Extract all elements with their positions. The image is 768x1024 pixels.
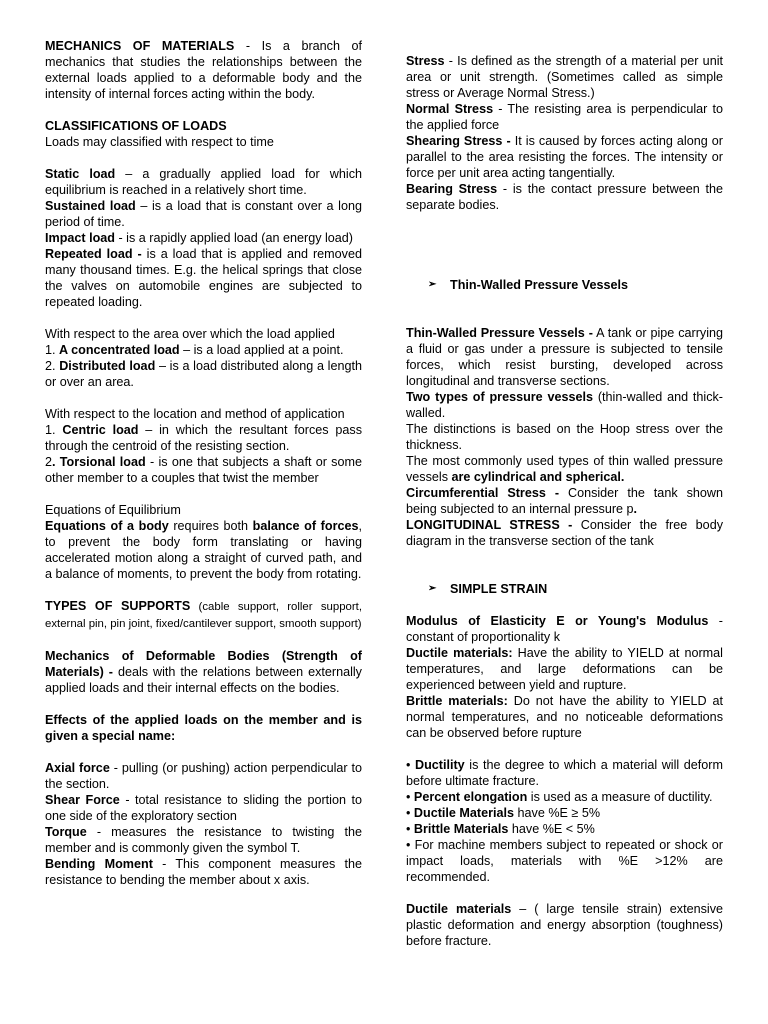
equilibrium-heading: Equations of Equilibrium bbox=[45, 503, 181, 517]
concentrated-load-def: 1. A concentrated load – is a load applied at a point. bbox=[45, 343, 344, 357]
equilibrium-def: Equations of a body requires both balance of forces, to prevent the body form translating or having accelerated motion along a straight of curved path, and a balance of moments, to prevent the body from rotating. bbox=[45, 519, 362, 581]
axial-force-def: Axial force - pulling (or pushing) action perpendicular to the section. bbox=[45, 761, 362, 791]
torque-def: Torque - measures the resistance to twisting the member and is commonly given the symbol T. bbox=[45, 825, 362, 855]
left-column bbox=[45, 38, 362, 888]
bending-moment-def: Bending Moment - This component measures the resistance to bending the member about x axis. bbox=[45, 857, 362, 887]
shear-force-def: Shear Force - total resistance to sliding the portion to one side of the exploratory section bbox=[45, 793, 362, 823]
normal-stress-def: Normal Stress - The resisting area is perpendicular to the applied force bbox=[406, 102, 723, 132]
brittle-materials-bullet: • Brittle Materials have %E < 5% bbox=[406, 822, 595, 836]
common-types-text: The most commonly used types of thin walled pressure vessels are cylindrical and spherical. bbox=[406, 454, 723, 484]
right-column bbox=[406, 53, 723, 949]
machine-members-bullet: • For machine members subject to repeated or shock or impact loads, materials with %E >12% are recommended. bbox=[406, 838, 723, 884]
longitudinal-stress-def: LONGITUDINAL STRESS - Consider the free body diagram in the transverse section of the tank bbox=[406, 518, 723, 548]
bearing-stress-def: Bearing Stress - is the contact pressure between the separate bodies. bbox=[406, 182, 723, 212]
stress-def: Stress - Is defined as the strength of a material per unit area or unit strength. (Sometimes called as simple stress or Average Normal Stress.) bbox=[406, 54, 723, 100]
distinction-text: The distinctions is based on the Hoop stress over the thickness. bbox=[406, 422, 723, 452]
centric-load-def: 1. Centric load – in which the resultant forces pass through the centroid of the resisting section. bbox=[45, 423, 363, 453]
ductile-materials-def: Ductile materials: Have the ability to YIELD at normal temperatures, and large deformations can be experienced between yield and rupture. bbox=[406, 646, 723, 692]
thin-walled-def: Thin-Walled Pressure Vessels - A tank or pipe carrying a fluid or gas under a pressure is subjected to tensile forces, which resist bursting, developed across longitudinal and transverse sections. bbox=[406, 326, 723, 388]
classifications-heading: CLASSIFICATIONS OF LOADS bbox=[45, 119, 227, 133]
mom-paragraph: MECHANICS OF MATERIALS - Is a branch of mechanics that studies the relationships between the external loads applied to a deformable body and the intensity of internal forces acting within the body. bbox=[45, 39, 362, 101]
ductility-bullet: • Ductility is the degree to which a material will deform before ultimate fracture. bbox=[406, 758, 723, 788]
effects-heading: Effects of the applied loads on the member and is given a special name: bbox=[45, 713, 362, 743]
impact-load-def: Impact load - is a rapidly applied load (an energy load) bbox=[45, 231, 354, 245]
torsional-load-def: 2. Torsional load - is one that subjects a shaft or some other member to a couples that twist the member bbox=[45, 455, 362, 485]
ductile-materials-strain-def: Ductile materials – ( large tensile strain) extensive plastic deformation and energy absorption (toughness) before fracture. bbox=[406, 902, 723, 948]
circumferential-stress-def: Circumferential Stress - Consider the tank shown being subjected to an internal pressure p. bbox=[406, 486, 723, 516]
shearing-stress-def: Shearing Stress - It is caused by forces acting along or parallel to the area resisting the forces. The intensity or force per unit area acting tangentially. bbox=[406, 134, 723, 180]
ductile-materials-bullet: • Ductile Materials have %E ≥ 5% bbox=[406, 806, 601, 820]
vessel-types-def: Two types of pressure vessels (thin-walled and thick-walled. bbox=[406, 390, 723, 420]
distributed-load-def: 2. Distributed load – is a load distributed along a length or over an area. bbox=[45, 359, 362, 389]
repeated-load-def: Repeated load - is a load that is applied and removed many thousand times. E.g. the helical springs that close the valves on automobile engines are subjected to repeated loading. bbox=[45, 247, 362, 309]
deformable-bodies-def: Mechanics of Deformable Bodies (Strength of Materials) - deals with the relations between externally applied loads and their internal effects on the bodies. bbox=[45, 649, 362, 695]
sustained-load-def: Sustained load – is a load that is constant over a long period of time. bbox=[45, 199, 362, 229]
arrow-bullet-icon: ➢ bbox=[428, 279, 437, 290]
arrow-bullet-icon: ➢ bbox=[428, 583, 437, 594]
area-intro: With respect to the area over which the load applied bbox=[45, 327, 335, 341]
location-intro: With respect to the location and method of application bbox=[45, 407, 345, 421]
static-load-def: Static load – a gradually applied load for which equilibrium is reached in a relatively short time. bbox=[45, 167, 362, 197]
types-of-supports: TYPES OF SUPPORTS (cable support, roller support, external pin, pin joint, fixed/cantilever support, smooth support) bbox=[45, 599, 362, 630]
classifications-intro: Loads may classified with respect to time bbox=[45, 135, 274, 149]
thin-walled-section-heading: ➢ Thin-Walled Pressure Vessels bbox=[428, 278, 629, 292]
brittle-materials-def: Brittle materials: Do not have the ability to YIELD at normal temperatures, and no noticeable deformations can be observed before rupture bbox=[406, 694, 723, 740]
modulus-def: Modulus of Elasticity E or Young's Modulus - constant of proportionality k bbox=[406, 614, 723, 644]
percent-elongation-bullet: • Percent elongation is used as a measure of ductility. bbox=[406, 790, 713, 804]
simple-strain-section-heading: ➢ SIMPLE STRAIN bbox=[428, 582, 548, 596]
